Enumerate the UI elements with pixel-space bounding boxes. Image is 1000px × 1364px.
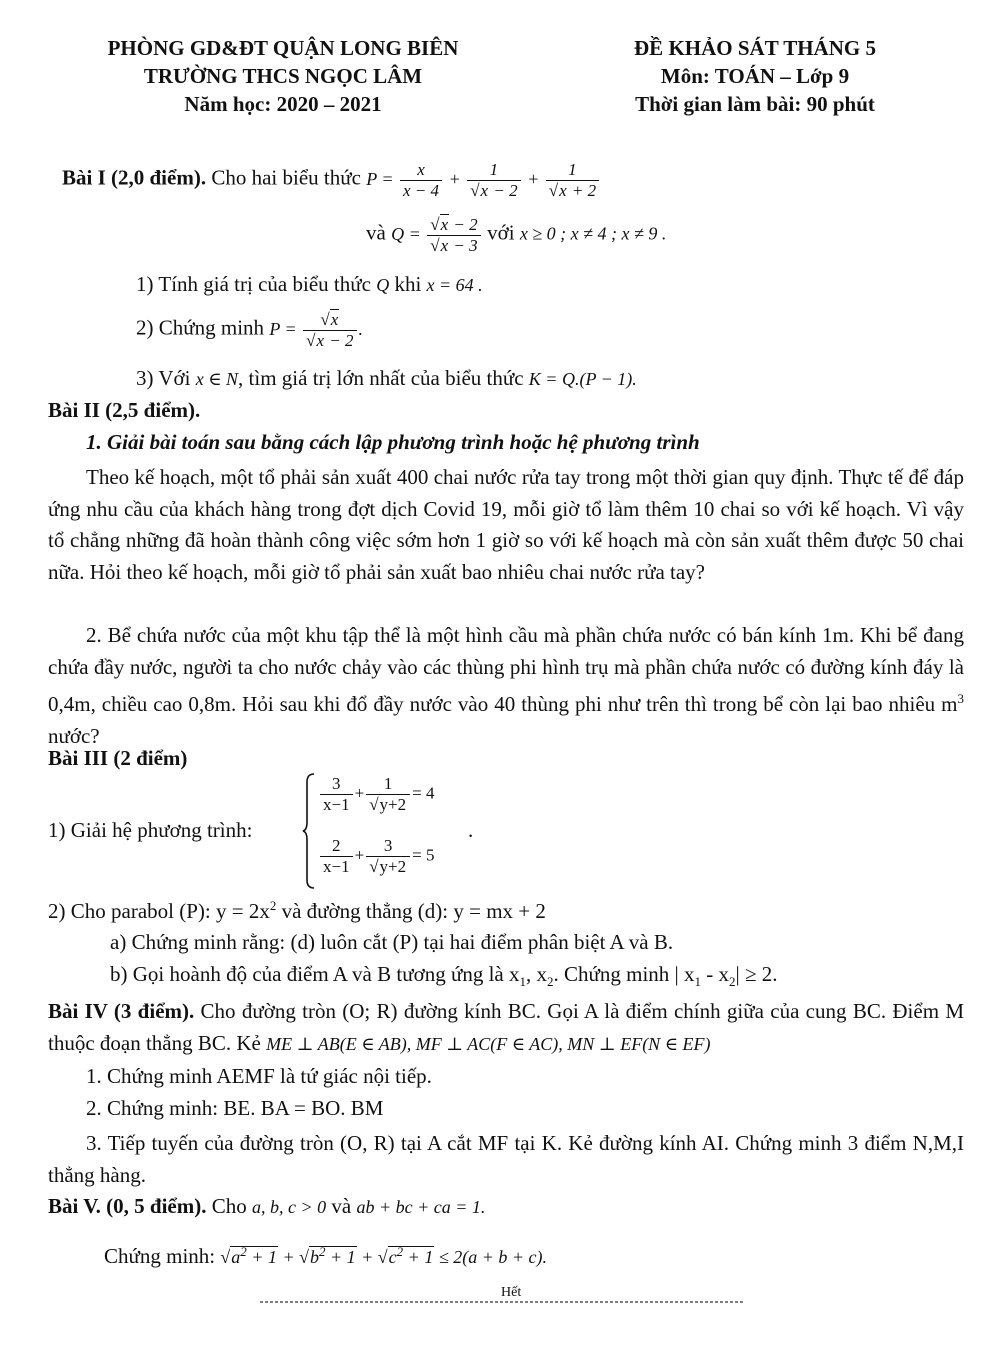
bai2-title: Bài II (2,5 điểm). <box>48 398 201 422</box>
exam-title: ĐỀ KHẢO SÁT THÁNG 5 <box>634 36 876 60</box>
header-right <box>590 34 920 118</box>
bai2-subtitle: 1. Giải bài toán sau bằng cách lập phương trình hoặc hệ phương trình <box>86 430 700 454</box>
bai4-line1: Cho đường tròn (O; R) đường kính BC. Gọi A là điểm chính giữa của cung <box>200 999 847 1023</box>
department-name: PHÒNG GD&ĐT QUẬN LONG BIÊN <box>107 36 459 60</box>
q2-text: 2) Chứng minh <box>136 315 265 340</box>
school-year: Năm học: 2020 – 2021 <box>184 92 382 116</box>
exam-duration: Thời gian làm bài: 90 phút <box>635 92 875 116</box>
bai5-title: Bài V. (0, 5 điểm). <box>48 1194 207 1218</box>
bai1-question-2: 2) Chứng minh P = $\frac{√x}{√x - 2}$ . <box>136 310 364 350</box>
bai4-question-3: 3. Tiếp tuyến của đường tròn (O, R) tại A cắt MF tại K. Kẻ đường kính AI. Chứng minh 3 điểm N,M,I thẳng hàng. <box>48 1131 964 1187</box>
system-brace <box>302 772 316 890</box>
bai4-question-1: 1. Chứng minh AEMF là tứ giác nội tiếp. <box>86 1064 432 1088</box>
bai2-problem-1: Theo kế hoạch, một tổ phải sản xuất 400 chai nước rửa tay trong một thời gian quy định. Thực tế để đáp ứng nhu cầu của khách hàng trong đợt dịch Covid 19, mỗi giờ tổ làm thêm 10 chai so với kế hoạch. Vì vậy tổ chẳng những đã hoàn thành công việc sớm hơn 1 giờ so với kế hoạch mà còn sản xuất thêm được 50 chai nữa. Hỏi theo kế hoạch, mỗi giờ tổ phải sản xuất bao nhiêu chai nước rửa tay? <box>48 465 964 584</box>
qb-text: b) Gọi hoành độ của điểm A và B tương ứng là <box>110 962 504 986</box>
bai4-line2: BC. Điểm M thuộc đoạn thẳng BC. Kẻ <box>48 999 964 1055</box>
bai3-question-2a: a) Chứng minh rằng: (d) luôn cắt (P) tại hai điểm phân biệt A và B. <box>110 930 674 954</box>
bai4-question-2: 2. Chứng minh: BE. BA = BO. BM <box>86 1096 384 1120</box>
bai3-question-1: 1) Giải hệ phương trình: <box>48 818 253 842</box>
end-marker: Hết <box>497 1285 525 1301</box>
q3-text-a: 3) Với <box>136 366 191 390</box>
bai1-intro: Cho hai biểu thức <box>211 165 361 190</box>
bai3-question-2: 2) Cho parabol (P): $y = 2x^2$ và đường thẳng (d): y = mx + 2 <box>48 898 546 923</box>
bai5-inequality: Chứng minh: $√a^2 + 1 + √b^2 + 1 + √c^2 + 1 \le 2(a + b + c)$. <box>104 1244 547 1268</box>
system-equation-1: $\frac{3}{x-1}$ + $\frac{1}{√y+2}$ = 4 <box>318 774 434 815</box>
bai3-question-2b: b) Gọi hoành độ của điểm A và B tương ứng là $x_1$, $x_2$. Chứng minh | $x_1 - x_2| \ge 2$. <box>110 962 778 990</box>
bai2-p2-text: 2. Bể chứa nước của một khu tập thể là một hình cầu mà phần chứa nước có bán kính 1m. Khi bể đang chứa đầy nước, người ta cho nước chảy vào các thùng phi hình trụ mà phần chứa nước có đường kính đáy là 0,4m, chiều cao 0,8m. Hỏi sau khi đổ đầy nước vào 40 thùng phi như trên thì trong bể còn lại bao nhiêu <box>48 623 964 716</box>
school-name: TRƯỜNG THCS NGỌC LÂM <box>143 64 423 88</box>
bai5-va: và <box>331 1194 352 1218</box>
q1-khi: khi <box>394 272 422 296</box>
system-period: . <box>468 818 474 842</box>
va-label: và <box>366 220 386 245</box>
bai1-q-line <box>366 215 666 256</box>
expression-q: Q = $\frac{√x - 2}{√x - 3}$ <box>391 224 487 244</box>
header-left <box>48 34 518 118</box>
bai2-problem-2: 2. Bể chứa nước của một khu tập thể là một hình cầu mà phần chứa nước có bán kính 1m. Khi bể đang chứa đầy nước, người ta cho nước chảy vào các thùng phi hình trụ mà phần chứa nước có đường kính đáy là 0,4m, chiều cao 0,8m. Hỏi sau khi đổ đầy nước vào 40 thùng phi như trên thì trong bể còn lại bao nhiêu $m^3$ nước? <box>48 623 964 748</box>
bai5-cho: Cho <box>211 1194 247 1218</box>
bai1-intro-line <box>62 160 601 201</box>
bai4-intro: Bài IV (3 điểm). Cho đường tròn (O; R) đường kính BC. Gọi A là điểm chính giữa của cung BC. Điểm M thuộc đoạn thẳng BC. Kẻ ME ⊥ AB(E ∈ AB), MF ⊥ AC(F ∈ AC), MN ⊥ EF(N ∈ EF) <box>48 999 964 1055</box>
q2-line: và đường thẳng (d): y = mx + 2 <box>281 899 546 923</box>
q1-text: 1) Tính giá trị của biểu thức <box>136 272 371 296</box>
bai1-question-1: 1) Tính giá trị của biểu thức Q khi x = 64 . <box>136 272 483 296</box>
bai2-p2-end: nước? <box>48 723 100 748</box>
bai5-intro: Bài V. (0, 5 điểm). Cho a, b, c > 0 và ab + bc + ca = 1. <box>48 1194 486 1218</box>
q3-text-b: , tìm giá trị lớn nhất của biểu thức <box>238 366 524 390</box>
condition: x ≥ 0 ; x ≠ 4 ; x ≠ 9 . <box>519 223 667 244</box>
voi-label: với <box>487 220 515 245</box>
expression-p: P = $\frac{x}{x - 4}$ + $\frac{1}{√x - 2}$ + $\frac{1}{√x + 2}$ <box>366 169 601 189</box>
bai5-cm: Chứng minh: <box>104 1244 216 1268</box>
subject-grade: Môn: TOÁN – Lớp 9 <box>660 64 850 88</box>
q2-parabol: 2) Cho parabol (P): y = 2x <box>48 899 270 923</box>
bai1-title: Bài I (2,0 điểm). <box>62 165 207 190</box>
bai3-title: Bài III (2 điểm) <box>48 746 188 770</box>
bai1-question-3: 3) Với x ∈ N, tìm giá trị lớn nhất của biểu thức K = Q.(P − 1). <box>136 366 637 390</box>
bai4-title: Bài IV (3 điểm). <box>48 999 195 1023</box>
system-equation-2: $\frac{2}{x-1}$ + $\frac{3}{√y+2}$ = 5 <box>318 836 434 877</box>
